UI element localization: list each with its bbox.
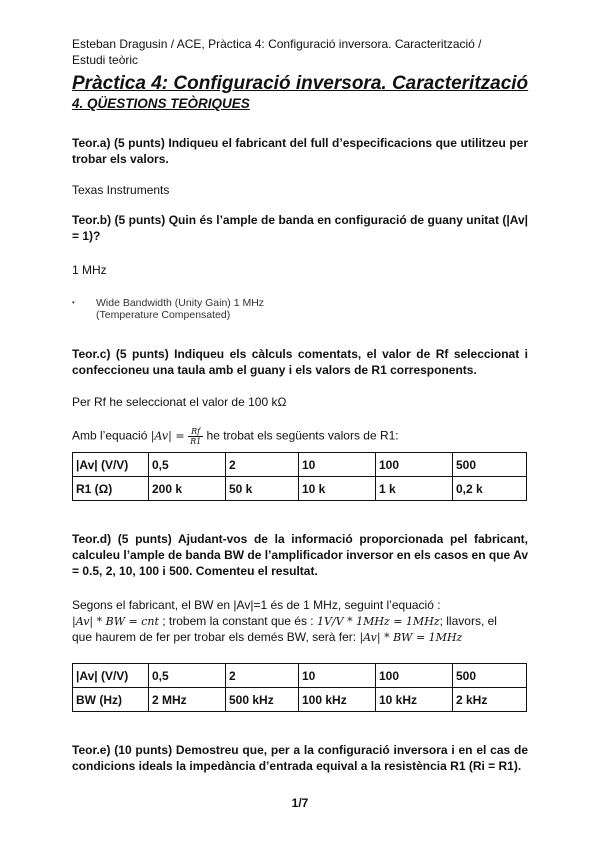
table-cell: 10 [299,453,376,477]
equation-outro: he trobat els següents valors de R1: [203,428,399,443]
question-b: Teor.b) (5 punts) Quin és l’ample de banda en configuració de guany unitat (|Av| = 1)? [72,213,528,243]
bandwidth-table [72,663,527,712]
answer-a: Texas Instruments [72,183,170,197]
table-cell: 1 k [376,477,453,501]
running-header [72,36,528,68]
excerpt-line-2: (Temperature Compensated) [96,309,231,321]
fraction-denominator: R1 [190,437,202,446]
table-cell: 100 [376,664,453,688]
page-title: Pràctica 4: Configuració inversora. Caracterització [72,73,529,94]
table-row [73,453,527,477]
answer-d-line-2 [72,613,497,630]
table-cell: 2 [226,453,299,477]
datasheet-excerpt [72,297,265,321]
answer-d-line-1: Segons el fabricant, el BW en |Av|=1 és de 1 MHz, seguint l’equació : [72,598,441,612]
table-cell: 10 kHz [376,688,453,712]
answer-d-line-3 [72,629,462,646]
table-cell: BW (Hz) [73,688,149,712]
table-row [73,477,527,501]
question-e: Teor.e) (10 punts) Demostreu que, per a la configuració inversora i en el cas de condicions ideals la impedància d’entrada equival a la resistència R1 (Ri = R1). [72,743,528,773]
table-row [73,664,527,688]
table-cell: 10 [299,664,376,688]
equation-intro: Amb l’equació [72,428,151,443]
table-cell: |Av| (V/V) [73,453,149,477]
table-cell: R1 (Ω) [73,477,149,501]
bullet-icon: • [72,298,75,307]
answer-c-line-2 [72,427,399,446]
header-line-1: Esteban Dragusin / ACE, Pràctica 4: Configuració inversora. Caracterització / [72,37,482,51]
table-cell: 500 [453,664,527,688]
table-row [73,688,527,712]
equation-constant: |Av| * BW = cnt [72,615,159,628]
equation-value: 1V/V * 1MHz = 1MHz [316,615,440,628]
table-cell: |Av| (V/V) [73,664,149,688]
fraction-numerator: Rf [188,427,203,437]
page-number: 1/7 [291,796,309,810]
section-subtitle: 4. QÜESTIONS TEÒRIQUES [72,96,250,111]
table-cell: 50 k [226,477,299,501]
table-cell: 500 [453,453,527,477]
table-cell: 0,2 k [453,477,527,501]
question-c: Teor.c) (5 punts) Indiqueu els càlculs comentats, el valor de Rf seleccionat i confeccioneu una taula amb el guany i els valors de R1 corresponents. [72,347,528,377]
table-cell: 0,5 [149,453,226,477]
equation-bw: |Av| * BW = 1MHz [359,631,463,644]
table-cell: 2 MHz [149,688,226,712]
table-cell: 500 kHz [226,688,299,712]
question-a: Teor.a) (5 punts) Indiqueu el fabricant del full d’especificacions que utilitzeu per trobar els valors. [72,136,528,166]
question-d: Teor.d) (5 punts) Ajudant-vos de la informació proporcionada pel fabricant, calculeu l’ample de banda BW de l’amplificador inversor en els casos en que Av = 0.5, 2, 10, 100 i 500. Comenteu el resultat. [72,532,528,578]
r1-table [72,452,527,501]
equation-fraction [188,427,203,446]
answer-d-end-text: ; llavors, el [439,614,497,628]
table-cell: 100 kHz [299,688,376,712]
header-line-2: Estudi teòric [72,53,139,67]
answer-b: 1 MHz [72,263,107,277]
table-cell: 200 k [149,477,226,501]
table-cell: 100 [376,453,453,477]
table-cell: 10 k [299,477,376,501]
equation-lhs: |Av| = [150,429,189,443]
answer-d-mid-text: ; trobem la constant que és : [158,614,317,628]
table-cell: 2 [226,664,299,688]
table-cell: 2 kHz [453,688,527,712]
table-cell: 0,5 [149,664,226,688]
answer-c-line-1: Per Rf he seleccionat el valor de 100 kΩ [72,395,287,409]
answer-d-intro-text: que haurem de fer per trobar els demés BW, serà fer: [72,630,360,644]
excerpt-line-1: Wide Bandwidth (Unity Gain) 1 MHz [96,297,265,309]
